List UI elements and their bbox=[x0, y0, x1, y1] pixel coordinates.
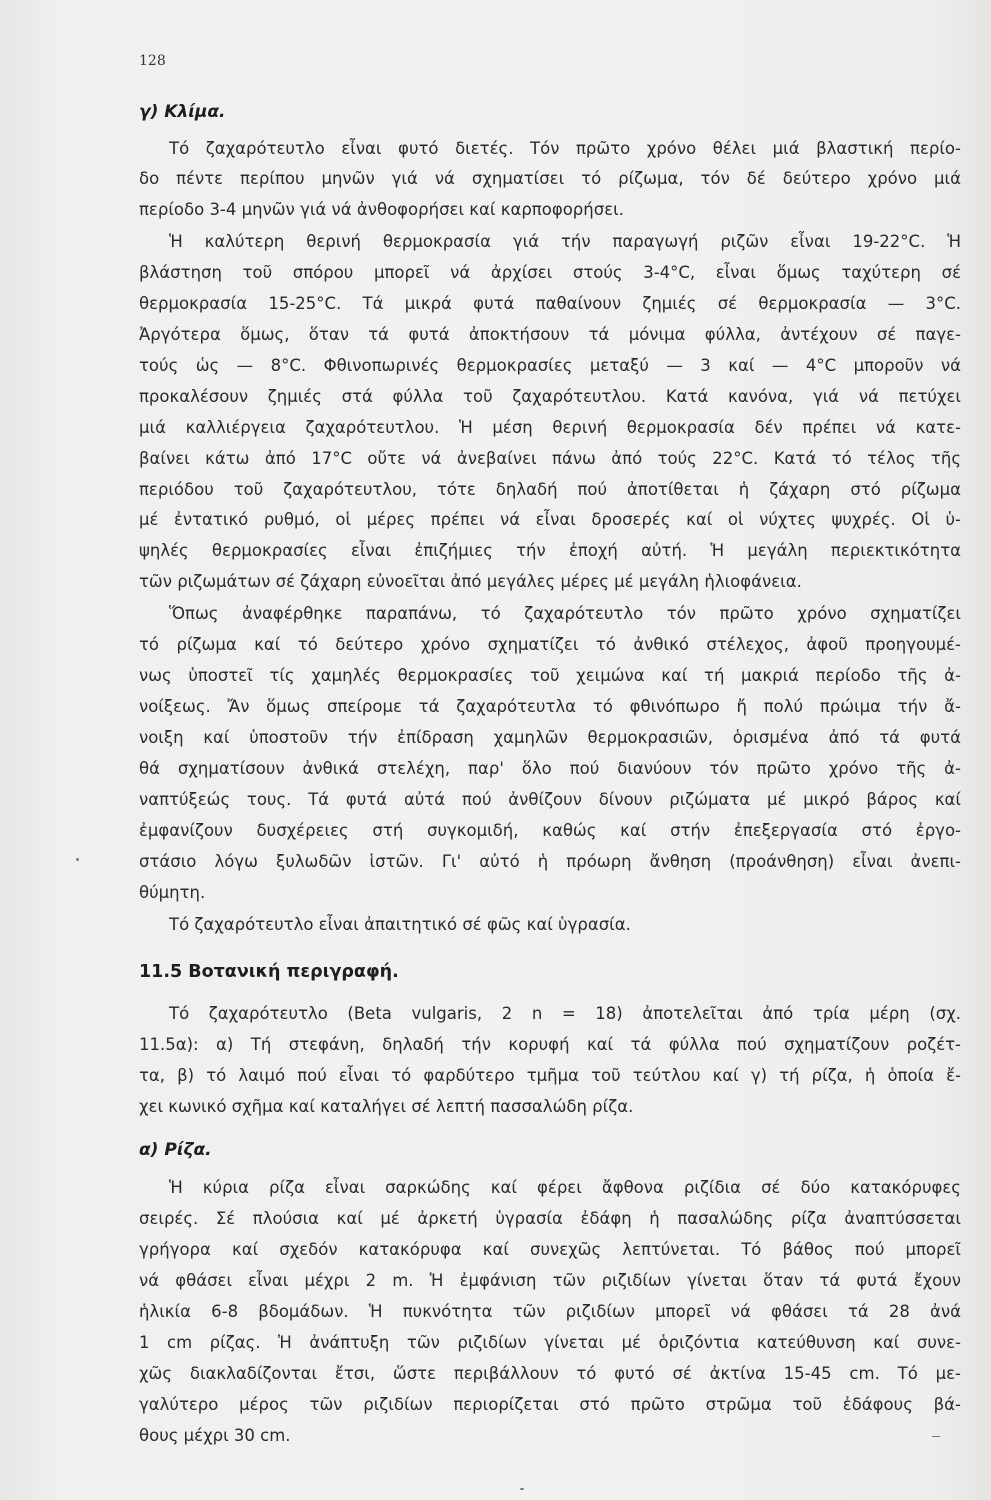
text-line: ἡλικία 6-8 βδομάδων. Ἡ πυκνότητα τῶν ριζιδίων μπορεῖ νά φθάσει τά 28 ἀνά bbox=[139, 1302, 961, 1321]
text-line: τούς ὡς — 8°C. Φθινοπωρινές θερμοκρασίες μεταξύ — 3 καί — 4°C μποροῦν νά bbox=[139, 356, 961, 375]
text-line: βαίνει κάτω ἀπό 17°C οὔτε νά ἀνεβαίνει πάνω ἀπό τούς 22°C. Κατά τό τέλος τῆς bbox=[139, 449, 961, 468]
text-line: βλάστηση τοῦ σπόρου μπορεῖ νά ἀρχίσει στούς 3-4°C, εἶναι ὅμως ταχύτερη σέ bbox=[139, 263, 961, 282]
text-line: μέ ἐντατικό ρυθμό, οἱ μέρες πρέπει νά εἶναι δροσερές καί οἱ νύχτες ψυχρές. Οἱ ὑ- bbox=[139, 510, 961, 529]
text-line: νοιξη καί ὑποστοῦν τήν ἐπίδραση χαμηλῶν θερμοκρασιῶν, ὁρισμένα ἀπό τά φυτά bbox=[139, 728, 961, 747]
text-line: νοίξεως. Ἄν ὅμως σπείρομε τά ζαχαρότευτλα τό φθινόπωρο ἤ πολύ πρώιμα τήν ἄ- bbox=[139, 697, 961, 716]
text-line: θους μέχρι 30 cm. bbox=[139, 1426, 291, 1445]
text-line: σειρές. Σέ πλούσια καί μέ ἀρκετή ὑγρασία ἐδάφη ἡ πασαλώδης ρίζα ἀναπτύσσεται bbox=[139, 1209, 961, 1228]
text-line: προκαλέσουν ζημιές στά φύλλα τοῦ ζαχαρότευτλου. Κατά κανόνα, γιά νά πετύχει bbox=[139, 387, 961, 406]
text-line: τῶν ριζωμάτων σέ ζάχαρη εὐνοεῖται ἀπό μεγάλες μέρες μέ μεγάλη ἡλιοφάνεια. bbox=[139, 572, 802, 591]
text-line: Ἡ καλύτερη θερινή θερμοκρασία γιά τήν παραγωγή ριζῶν εἶναι 19-22°C. Ἡ bbox=[169, 232, 961, 251]
page-number: 128 bbox=[139, 53, 166, 69]
text-line: ἐμφανίζουν δυσχέρειες στή συγκομιδή, καθώς καί στήν ἐπεξεργασία στό ἐργο- bbox=[139, 821, 961, 840]
text-line: μιά καλλιέργεια ζαχαρότευτλου. Ἡ μέση θερινή θερμοκρασία δέν πρέπει νά κατε- bbox=[139, 418, 961, 437]
text-line: περιόδου τοῦ ζαχαρότευτλου, τότε δηλαδή πού ἀποτίθεται ἡ ζάχαρη στό ρίζωμα bbox=[139, 480, 961, 499]
scan-speck bbox=[932, 1436, 940, 1437]
text-line: Τό ζαχαρότευτλο (Beta vulgaris, 2 n = 18) ἀποτελεῖται ἀπό τρία μέρη (σχ. bbox=[169, 1004, 961, 1023]
scan-speck bbox=[76, 858, 79, 861]
heading-root: α) Ρίζα. bbox=[139, 1140, 212, 1160]
text-line: 11.5α): α) Τή στεφάνη, δηλαδή τήν κορυφή καί τά φύλλα πού σχηματίζουν ροζέτ- bbox=[139, 1035, 961, 1054]
text-line: θερμοκρασία 15-25°C. Τά μικρά φυτά παθαίνουν ζημιές σέ θερμοκρασία — 3°C. bbox=[139, 294, 961, 313]
text-line: θά σχηματίσουν ἀνθικά στελέχη, παρ' ὅλο πού διανύουν τόν πρῶτο χρόνο τῆς ἀ- bbox=[139, 759, 961, 778]
text-line: 1 cm ρίζας. Ἡ ἀνάπτυξη τῶν ριζιδίων γίνεται μέ ὁριζόντια κατεύθυνση καί συνε- bbox=[139, 1333, 961, 1352]
text-line: Ὅπως ἀναφέρθηκε παραπάνω, τό ζαχαρότευτλο τόν πρῶτο χρόνο σχηματίζει bbox=[169, 604, 961, 623]
text-line: Τό ζαχαρότευτλο εἶναι ἀπαιτητικό σέ φῶς καί ὑγρασία. bbox=[169, 915, 631, 934]
text-line: χῶς διακλαδίζονται ἔτσι, ὥστε περιβάλλουν τό φυτό σέ ἀκτίνα 15-45 cm. Τό με- bbox=[139, 1364, 961, 1383]
text-line: ψηλές θερμοκρασίες εἶναι ἐπιζήμιες τήν ἐποχή αὐτή. Ἡ μεγάλη περιεκτικότητα bbox=[139, 541, 961, 560]
section-title: 11.5 Βοτανική περιγραφή. bbox=[139, 962, 399, 982]
text-line: γρήγορα καί σχεδόν κατακόρυφα καί συνεχῶς λεπτύνεται. Τό βάθος πού μπορεῖ bbox=[139, 1240, 961, 1259]
text-line: Τό ζαχαρότευτλο εἶναι φυτό διετές. Τόν πρῶτο χρόνο θέλει μιά βλαστική περίο- bbox=[169, 139, 961, 158]
scan-speck bbox=[520, 1488, 524, 1490]
text-line: στάσιο λόγω ξυλωδῶν ἱστῶν. Γι' αὐτό ἡ πρόωρη ἄνθηση (προάνθηση) εἶναι ἀνεπι- bbox=[139, 852, 961, 871]
text-line: τό ρίζωμα καί τό δεύτερο χρόνο σχηματίζει τό ἀνθικό στέλεχος, ἀφοῦ προηγουμέ- bbox=[139, 635, 961, 654]
text-line: δο πέντε περίπου μηνῶν γιά νά σχηματίσει τό ρίζωμα, τόν δέ δεύτερο χρόνο μιά bbox=[139, 169, 961, 188]
text-line: περίοδο 3-4 μηνῶν γιά νά ἀνθοφορήσει καί καρποφορήσει. bbox=[139, 200, 624, 219]
text-line: νως ὑποστεῖ τίς χαμηλές θερμοκρασίες τοῦ χειμώνα καί τή μακριά περίοδο τῆς ἀ- bbox=[139, 666, 961, 685]
text-line: ναπτύξεώς τους. Τά φυτά αὐτά πού ἀνθίζουν δίνουν ριζώματα μέ μικρό βάρος καί bbox=[139, 790, 961, 809]
text-line: Ἀργότερα ὅμως, ὅταν τά φυτά ἀποκτήσουν τά μόνιμα φύλλα, ἀντέχουν σέ παγε- bbox=[139, 325, 961, 344]
text-line: νά φθάσει εἶναι μέχρι 2 m. Ἡ ἐμφάνιση τῶν ριζιδίων γίνεται ὅταν τά φυτά ἔχουν bbox=[139, 1271, 961, 1290]
text-line: τα, β) τό λαιμό πού εἶναι τό φαρδύτερο τμῆμα τοῦ τεύτλου καί γ) τή ρίζα, ἡ ὁποία ἔ- bbox=[139, 1066, 961, 1085]
heading-climate: γ) Κλίμα. bbox=[139, 102, 226, 122]
text-line: θύμητη. bbox=[139, 883, 206, 902]
text-line: γαλύτερο μέρος τῶν ριζιδίων περιορίζεται στό πρῶτο στρῶμα τοῦ ἐδάφους βά- bbox=[139, 1395, 961, 1414]
text-line: Ἡ κύρια ρίζα εἶναι σαρκώδης καί φέρει ἄφθονα ριζίδια σέ δύο κατακόρυφες bbox=[169, 1178, 961, 1197]
text-line: χει κωνικό σχῆμα καί καταλήγει σέ λεπτή πασσαλώδη ρίζα. bbox=[139, 1097, 634, 1116]
